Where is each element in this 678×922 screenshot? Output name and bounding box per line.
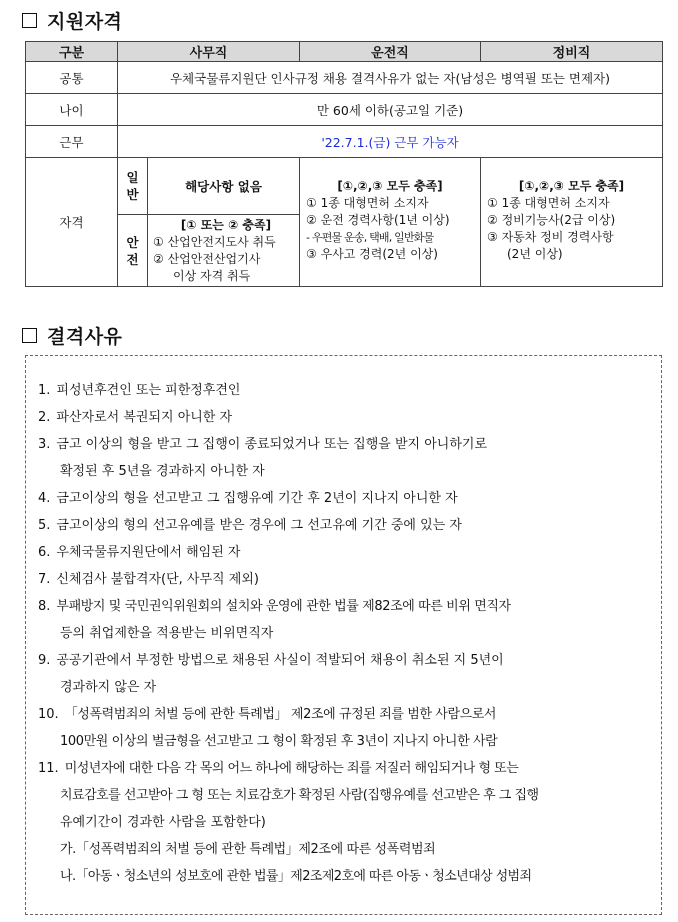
item-continuation: 확정된 후 5년을 경과하지 아니한 자 — [60, 464, 265, 479]
mechanic-item: (2년 이상) — [507, 247, 563, 261]
list-item — [38, 566, 658, 593]
item-continuation: 등의 취업제한을 적용받는 비위면직자 — [60, 626, 274, 641]
list-item — [38, 593, 658, 620]
driver-qualification — [300, 158, 481, 287]
checkbox-square-icon — [22, 13, 37, 28]
checkbox-square-icon — [22, 328, 37, 343]
item-number: 6. — [38, 545, 51, 560]
list-item — [38, 431, 658, 458]
mechanic-item: ② 정비기능사(2급 이상) — [487, 213, 616, 227]
item-number: 7. — [38, 572, 51, 587]
sub-label-safety — [118, 215, 148, 287]
item-text: 미성년자에 대한 다음 각 목의 어느 하나에 해당하는 죄를 저질러 해임되거나 형 또는 — [64, 761, 519, 776]
office-general-value: 해당사항 없음 — [148, 158, 300, 215]
mechanic-qualification — [481, 158, 663, 287]
driver-item: - 우편물 운송, 택배, 일반화물 — [306, 231, 434, 244]
header-mechanic: 정비직 — [481, 42, 663, 62]
section-title-text: 지원자격 — [47, 11, 123, 33]
row-label-age: 나이 — [26, 94, 118, 126]
driver-title: [①,②,③ 모두 충족] — [337, 179, 443, 193]
header-office: 사무직 — [118, 42, 300, 62]
item-number: 5. — [38, 518, 51, 533]
mechanic-title: [①,②,③ 모두 충족] — [518, 179, 625, 193]
sub-label-general — [118, 158, 148, 215]
driver-item: ① 1종 대형면허 소지자 — [306, 196, 429, 210]
item-number: 10. — [38, 707, 59, 722]
item-text: 신체검사 불합격자(단, 사무직 제외) — [56, 572, 259, 587]
item-text: 우체국물류지원단에서 해임된 자 — [56, 545, 241, 560]
item-text: 금고이상의 형의 선고유예를 받은 경우에 그 선고유예 기간 중에 있는 자 — [56, 518, 462, 533]
list-item — [38, 701, 658, 728]
list-item — [38, 755, 658, 782]
item-subpoint: 가.「성폭력범죄의 처벌 등에 관한 특례법」제2조에 따른 성폭력범죄 — [60, 842, 436, 857]
common-requirement: 우체국물류지원단 인사규정 채용 결격사유가 없는 자(남성은 병역필 또는 면제자) — [118, 62, 663, 94]
list-item — [38, 539, 658, 566]
disqualification-list — [38, 377, 658, 890]
item-continuation: 치료감호를 선고받아 그 형 또는 치료감호가 확정된 사람(집행유예를 선고받은 후 그 집행 — [60, 788, 539, 803]
row-label-common: 공통 — [26, 62, 118, 94]
section-title-qualification — [22, 7, 122, 34]
item-number: 11. — [38, 761, 59, 776]
driver-item: ② 운전 경력사항(1년 이상) — [306, 213, 450, 227]
item-number: 4. — [38, 491, 51, 506]
general-label-text: 일반 — [126, 170, 139, 202]
list-item — [38, 485, 658, 512]
item-text: 금고이상의 형을 선고받고 그 집행유예 기간 후 2년이 지나지 아니한 자 — [56, 491, 458, 506]
list-item — [38, 647, 658, 674]
driver-item: ③ 우사고 경력(2년 이상) — [306, 247, 438, 261]
list-item — [38, 377, 658, 404]
office-safety-item: ② 산업안전산업기사 — [153, 251, 261, 266]
safety-label-text: 안전 — [126, 234, 139, 267]
item-continuation: 경과하지 않은 자 — [60, 680, 157, 695]
office-safety-title: [① 또는 ② 충족] — [180, 217, 272, 232]
item-text: 피성년후견인 또는 피한정후견인 — [56, 383, 241, 398]
office-safety-item: ① 산업안전지도사 취득 — [153, 234, 276, 249]
item-text: 금고 이상의 형을 받고 그 집행이 종료되었거나 또는 집행을 받지 아니하기로 — [56, 437, 488, 452]
row-label-qualification: 자격 — [26, 158, 118, 287]
qualification-table — [25, 41, 663, 287]
item-subpoint: 나.「아동ㆍ청소년의 성보호에 관한 법률」제2조제2호에 따른 아동ㆍ청소년대상 성범죄 — [60, 869, 532, 884]
item-number: 2. — [38, 410, 51, 425]
item-text: 「성폭력범죄의 처벌 등에 관한 특례법」 제2조에 규정된 죄를 범한 사람으로서 — [64, 707, 497, 722]
mechanic-item: ③ 자동차 정비 경력사항 — [487, 230, 614, 244]
list-item — [38, 404, 658, 431]
item-continuation: 100만원 이상의 벌금형을 선고받고 그 형이 확정된 후 3년이 지나지 아니한 사람 — [60, 734, 498, 749]
office-safety-qualification — [148, 215, 300, 287]
header-category: 구분 — [26, 42, 118, 62]
item-text: 파산자로서 복권되지 아니한 자 — [56, 410, 233, 425]
item-number: 3. — [38, 437, 51, 452]
item-text: 부패방지 및 국민권익위원회의 설치와 운영에 관한 법률 제82조에 따른 비위 면직자 — [56, 599, 511, 614]
work-requirement: '22.7.1.(금) 근무 가능자 — [118, 126, 663, 158]
office-safety-item: 이상 자격 취득 — [173, 268, 251, 283]
item-text: 공공기관에서 부정한 방법으로 채용된 사실이 적발되어 채용이 취소된 지 5년이 — [56, 653, 504, 668]
header-driver: 운전직 — [300, 42, 481, 62]
item-number: 1. — [38, 383, 51, 398]
list-item — [38, 512, 658, 539]
item-number: 9. — [38, 653, 51, 668]
item-continuation: 유예기간이 경과한 사람을 포함한다) — [60, 815, 266, 830]
row-label-work: 근무 — [26, 126, 118, 158]
section-title-text: 결격사유 — [47, 326, 123, 348]
item-number: 8. — [38, 599, 51, 614]
age-requirement: 만 60세 이하(공고일 기준) — [118, 94, 663, 126]
mechanic-item: ① 1종 대형면허 소지자 — [487, 196, 610, 210]
section-title-disqualification — [22, 322, 122, 349]
